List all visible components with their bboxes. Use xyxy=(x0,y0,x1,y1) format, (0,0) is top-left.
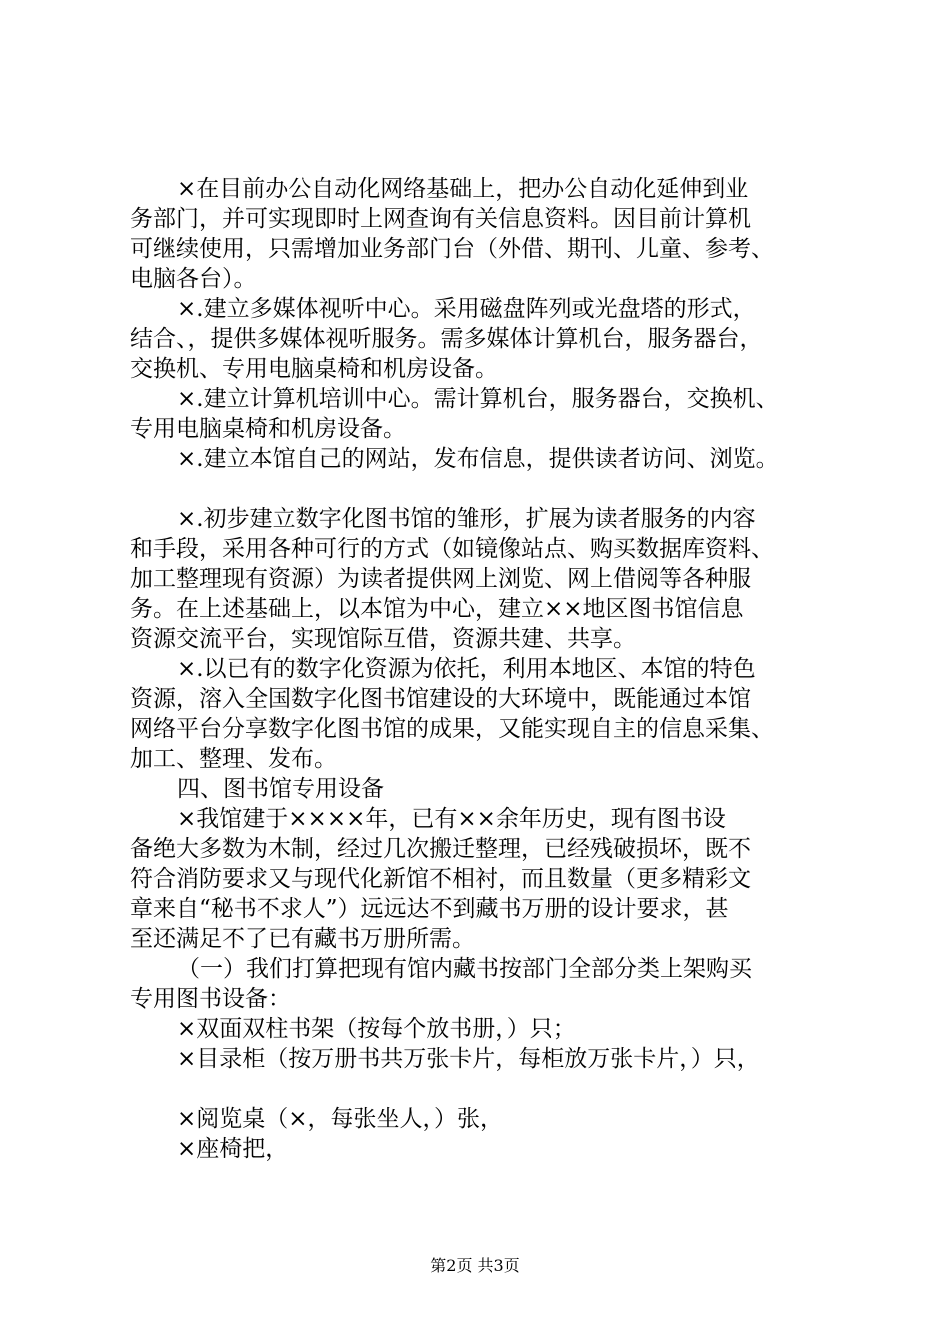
text-line: ×座椅把， xyxy=(177,1136,289,1162)
text-line: 资源，溶入全国数字化图书馆建设的大环境中，既能通过本馆 xyxy=(130,686,751,712)
blank-line xyxy=(130,1074,850,1104)
text-line: 务部门，并可实现即时上网查询有关信息资料。因目前计算机 xyxy=(130,206,751,232)
text-line: ×我馆建于××××年，已有××余年历史，现有图书设 xyxy=(177,806,726,832)
text-line: 结合、，提供多媒体视听服务。需多媒体计算机台，服务器台， xyxy=(130,326,763,352)
text-line: 交换机、专用电脑桌椅和机房设备。 xyxy=(130,356,498,382)
text-line: 加工、整理、发布。 xyxy=(130,746,337,772)
document-body xyxy=(130,174,850,1164)
text-line: ×.以已有的数字化资源为依托，利用本地区、本馆的特色 xyxy=(177,656,756,682)
text-line: 备绝大多数为木制，经过几次搬迁整理，已经残破损坏，既不 xyxy=(130,836,751,862)
text-line: 电脑各台）。 xyxy=(130,266,257,292)
text-line: 务。在上述基础上，以本馆为中心，建立××地区图书馆信息 xyxy=(130,596,744,622)
text-line: 网络平台分享数字化图书馆的成果，又能实现自主的信息采集、 xyxy=(130,716,774,742)
text-line: 可继续使用，只需增加业务部门台（外借、期刊、儿童、参考、 xyxy=(130,236,774,262)
text-line: ×.建立计算机培训中心。需计算机台，服务器台，交换机、 xyxy=(177,386,779,412)
text-line: ×双面双柱书架（按每个放书册，）只； xyxy=(177,1016,576,1042)
text-line: ×.建立多媒体视听中心。采用磁盘阵列或光盘塔的形式， xyxy=(177,296,756,322)
text-line: ×.初步建立数字化图书馆的雏形，扩展为读者服务的内容 xyxy=(177,506,756,532)
blank-line xyxy=(130,474,850,504)
text-line: 加工整理现有资源）为读者提供网上浏览、网上借阅等各种服 xyxy=(130,566,751,592)
text-line: （一）我们打算把现有馆内藏书按部门全部分类上架购买 xyxy=(177,956,752,982)
text-line: 资源交流平台，实现馆际互借，资源共建、共享。 xyxy=(130,626,636,652)
text-line: 符合消防要求又与现代化新馆不相衬，而且数量（更多精彩文 xyxy=(130,866,751,892)
text-line: 专用图书设备： xyxy=(130,986,291,1012)
text-line: 专用电脑桌椅和机房设备。 xyxy=(130,416,406,442)
text-line: ×阅览桌（×，每张坐人，）张， xyxy=(177,1106,504,1132)
text-line: 章来自“秘书不求人”）远远达不到藏书万册的设计要求，甚 xyxy=(130,896,729,922)
text-line: ×目录柜（按万册书共万张卡片，每柜放万张卡片，）只， xyxy=(177,1046,760,1072)
page-footer: 第2页 共3页 xyxy=(430,1256,520,1275)
text-line: 四、图书馆专用设备 xyxy=(177,776,384,802)
text-line: 至还满足不了已有藏书万册所需。 xyxy=(130,926,475,952)
text-line: ×在目前办公自动化网络基础上，把办公自动化延伸到业 xyxy=(177,176,749,202)
text-line: 和手段，采用各种可行的方式（如镜像站点、购买数据库资料、 xyxy=(130,536,774,562)
text-line: ×.建立本馆自己的网站，发布信息，提供读者访问、浏览。 xyxy=(177,446,779,472)
